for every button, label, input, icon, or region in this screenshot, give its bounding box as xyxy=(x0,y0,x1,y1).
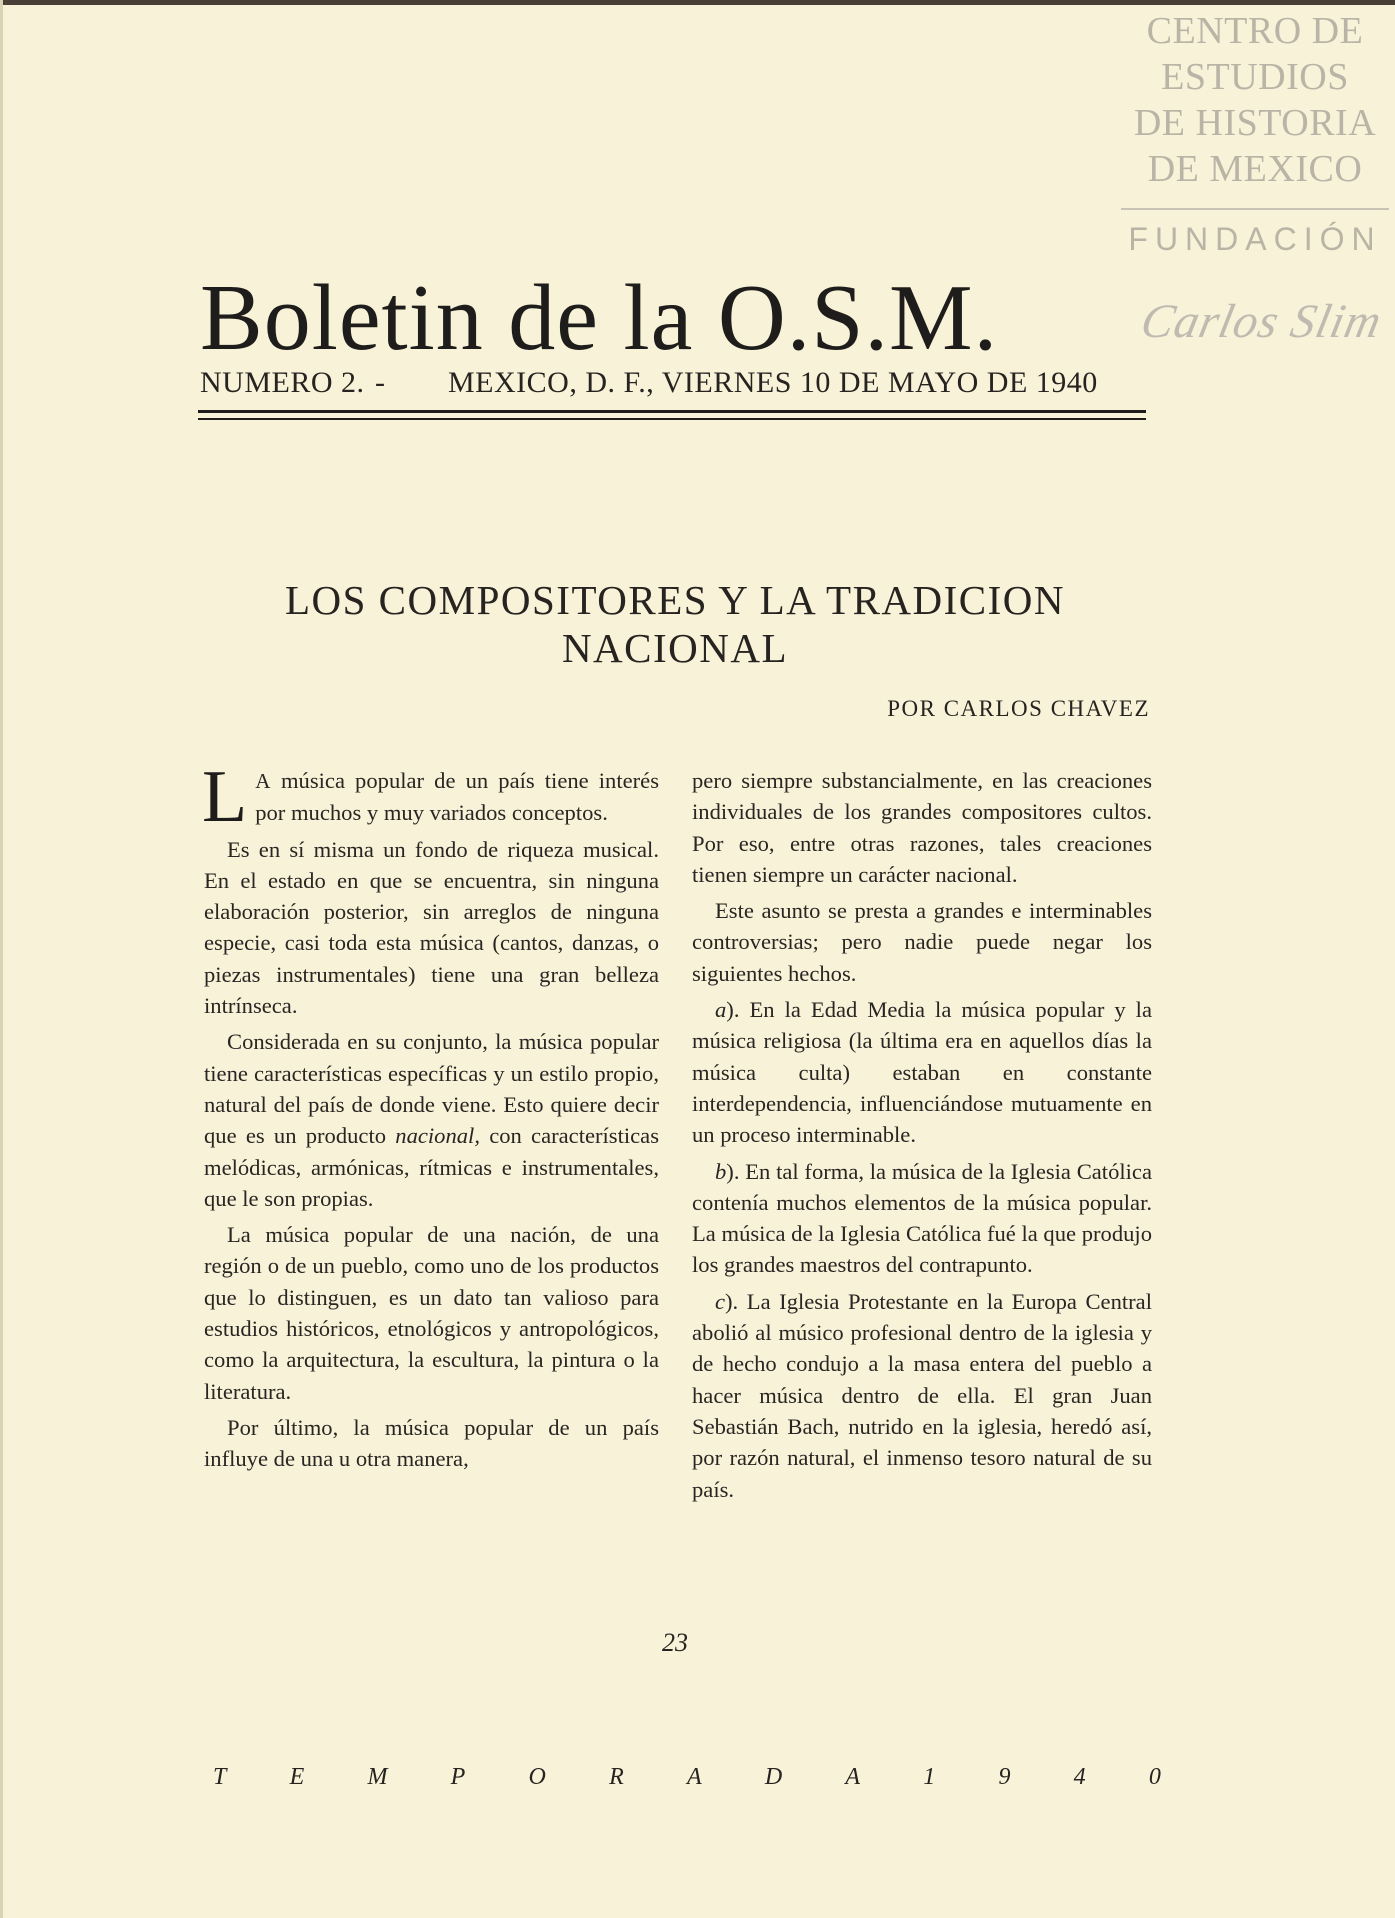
masthead-rule-thick xyxy=(198,410,1146,413)
footer-letter: 0 xyxy=(1148,1764,1161,1790)
footer-letter: T xyxy=(213,1764,227,1790)
watermark xyxy=(1115,8,1395,258)
drop-cap: L xyxy=(202,756,248,838)
page-number: 23 xyxy=(662,1628,688,1657)
footer-letter: 4 xyxy=(1073,1764,1086,1790)
issue-dateline: MEXICO, D. F., VIERNES 10 DE MAYO DE 1940 xyxy=(448,366,1098,399)
paragraph xyxy=(202,756,659,838)
watermark-line: DE HISTORIA xyxy=(1133,102,1377,144)
watermark-line: ESTUDIOS xyxy=(1161,56,1349,98)
watermark-signature: Carlos Slim xyxy=(1136,295,1387,348)
masthead-rule-thin xyxy=(198,418,1146,420)
list-item xyxy=(692,1286,1152,1505)
footer-letter: A xyxy=(686,1764,702,1790)
watermark-line: CENTRO DE xyxy=(1146,10,1364,52)
emphasis-text: nacional, xyxy=(395,1123,480,1149)
list-text: ). En tal forma, la música de la Iglesia Católica contenía muchos elementos de la música popular. La música de la Iglesia Católica fué la que produjo los grandes maestros del contrapunto. xyxy=(692,1158,1152,1278)
footer-temporada xyxy=(213,1764,1161,1791)
watermark-line: DE MEXICO xyxy=(1147,148,1363,190)
dropcap-continuation: A xyxy=(255,769,271,793)
paragraph-text: con características melódicas, armónicas, rítmicas e instrumentales, que le son propias. xyxy=(204,1123,659,1211)
footer-letter: O xyxy=(528,1764,546,1790)
footer-letter: R xyxy=(609,1764,624,1790)
article-title-line: LOS COMPOSITORES Y LA TRADICION xyxy=(284,577,1066,623)
paragraph: Es en sí misma un fondo de riqueza musical. En el estado en que se encuentra, sin ninguna elaboración posterior, sin arreglos de ninguna especie, casi toda esta música (cantos, danzas, o piezas instrumentales) tiene una gran belleza intrínseca. xyxy=(204,836,659,1019)
footer-letter: D xyxy=(764,1764,783,1790)
left-edge xyxy=(0,0,3,1918)
article-title xyxy=(200,576,1150,672)
top-border xyxy=(0,0,1395,5)
footer-letter: 9 xyxy=(998,1764,1011,1790)
list-label: c xyxy=(715,1288,726,1314)
footer-letter: E xyxy=(289,1764,305,1790)
article-author: POR CARLOS CHAVEZ xyxy=(887,696,1150,721)
list-label: b xyxy=(715,1158,727,1184)
list-label: a xyxy=(715,997,727,1023)
list-text: ). En la Edad Media la música popular y la música religiosa (la última era en aquellos días la música culta) estaban en constante interdependencia, influenciándose mutuamente en un proceso interminable. xyxy=(692,997,1152,1148)
paragraph-text: música popular de un país tiene interés por muchos y muy variados conceptos. xyxy=(255,768,659,826)
paragraph-text: Considerada en su conjunto, la música popular tiene características específicas y un estilo propio, natural del país de donde viene. Esto quiere decir que es un producto xyxy=(204,1029,659,1149)
column-left xyxy=(202,756,659,1480)
issue-separator: - xyxy=(375,366,386,399)
paragraph: Por último, la música popular de un país influye de una u otra manera, xyxy=(204,1414,659,1472)
paragraph xyxy=(204,1026,659,1214)
list-text: ). La Iglesia Protestante en la Europa Central abolió al músico profesional dentro de la iglesia y de hecho condujo a la masa entera del pueblo a hacer música dentro de ella. El gran Juan Sebastián Bach, nutrido en la iglesia, heredó así, por razón natural, el inmenso tesoro natural de su país. xyxy=(692,1288,1152,1502)
article-title-line: NACIONAL xyxy=(561,625,789,671)
list-item xyxy=(692,1156,1152,1281)
issue-number: NUMERO 2. xyxy=(200,366,365,399)
masthead-title: Boletin de la O.S.M. xyxy=(200,266,999,370)
column-right xyxy=(692,765,1152,1510)
watermark-divider xyxy=(1121,208,1389,210)
footer-letter: M xyxy=(367,1764,388,1790)
paragraph: Este asunto se presta a grandes e interminables controversias; pero nadie puede negar los siguientes hechos. xyxy=(692,898,1152,986)
paragraph: pero siempre substancialmente, en las creaciones individuales de los grandes compositores cultos. Por eso, entre otras razones, tales creaciones tienen siempre un carácter nacional. xyxy=(692,768,1152,887)
list-item xyxy=(692,994,1152,1150)
paragraph: La música popular de una nación, de una región o de un pueblo, como uno de los productos que lo distinguen, es un dato tan valioso para estudios históricos, etnológicos y antropológicos, como la arquitectura, la escultura, la pintura o la literatura. xyxy=(204,1222,659,1404)
footer-letter: A xyxy=(845,1764,861,1790)
watermark-foundation: FUNDACIÓN xyxy=(1128,221,1382,257)
footer-letter: P xyxy=(450,1764,466,1790)
footer-letter: 1 xyxy=(923,1764,936,1790)
